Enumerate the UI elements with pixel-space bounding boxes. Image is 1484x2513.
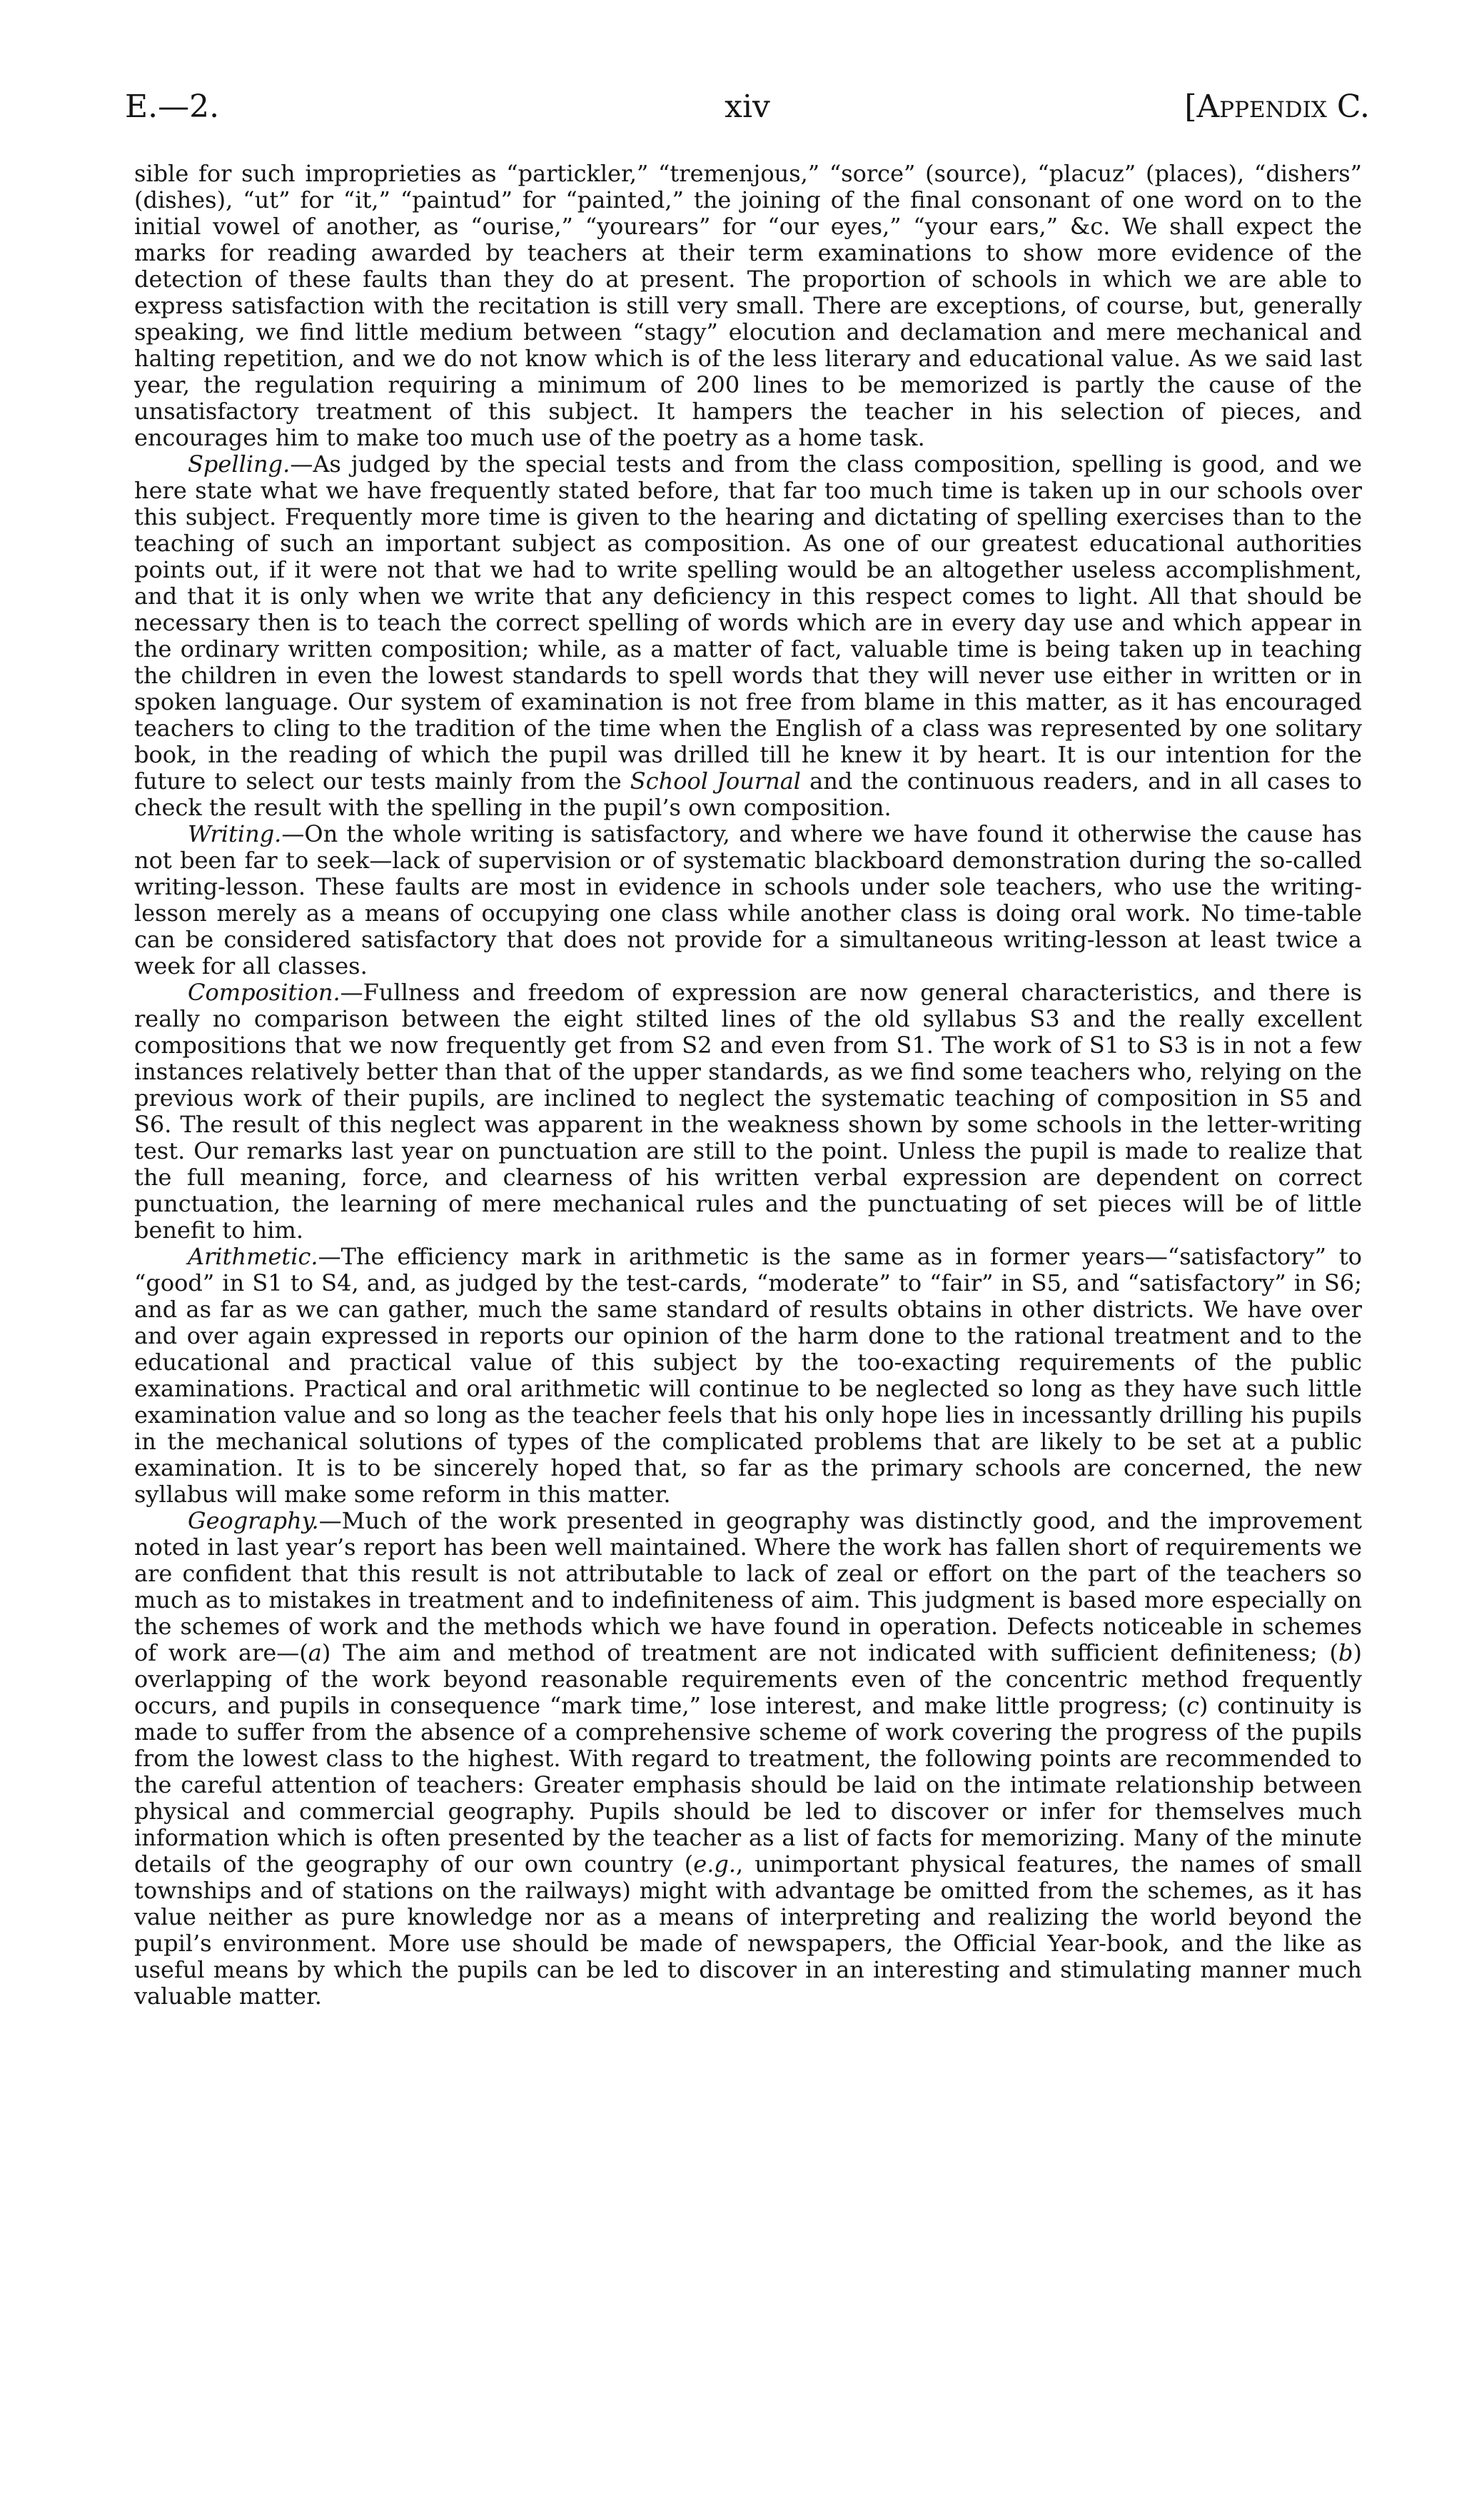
spelling-paragraph — [134, 451, 1362, 821]
arithmetic-text: —The efficiency mark in arithmetic is the same as in former years—“satisfactory” to “good” in S1 to S4, and, as judged by the test-cards, “moderate” to “fair” in S5, and “satisfactory” in S6; and as far as we can gather, much the same standard of results obtains in other districts. We have over and over again expressed in reports our opinion of the harm done to the rational treatment and to the educational and practical value of this subject by the too-exacting requirements of the public examinations. Practical and oral arithmetic will continue to be neglected so long as they have such little examination value and so long as the teacher feels that his only hope lies in incessantly drilling his pupils in the mechanical solutions of types of the complicated problems that are likely to be set at a public examination. It is to be sincerely hoped that, so far as the primary schools are concerned, the new syllabus will make some reform in this matter. — [134, 1243, 1362, 1508]
composition-text: —Fullness and freedom of expression are now general characteristics, and there is really no comparison between the eight stilted lines of the old syllabus S3 and the really excellent compositions that we now frequently get from S2 and even from S1. The work of S1 to S3 is in not a few instances relatively better than that of the upper standards, as we find some teachers who, relying on the previous work of their pupils, are inclined to neglect the systematic teaching of composition in S5 and S6. The result of this neglect was apparent in the weakness shown by some schools in the letter-writing test. Our remarks last year on punctuation are still to the point. Unless the pupil is made to realize that the full meaning, force, and clearness of his written verbal expression are dependent on correct punctuation, the learning of mere mechanical rules and the punctuating of set pieces will be of little benefit to him. — [134, 979, 1362, 1244]
header-appendix: [Appendix C. — [1184, 89, 1370, 125]
spelling-text-end: and the continuous readers, and in all cases to check the result with the spelling in the pupil’s own composition. — [134, 767, 1363, 821]
geography-text-d: ) continuity is made to suffer from the absence of a comprehensive scheme of work covering the progress of the pupils from the lowest class to the highest. With regard to treatment, the following points are recommended to the careful attention of teachers: Greater emphasis should be laid on the intimate relationship between physical and commercial geography. Pupils should be led to discover or infer for themselves much information which is often presented by the teacher as a list of facts for memorizing. Many of the minute details of the geography of our own country ( — [134, 1692, 1362, 1878]
list-mark-c: c — [1186, 1692, 1199, 1719]
arithmetic-heading: Arithmetic. — [188, 1243, 318, 1270]
geography-heading: Geography. — [188, 1507, 319, 1534]
writing-text: —On the whole writing is satisfactory, and where we have found it otherwise the cause has not been far to seek—lack of supervision or of systematic blackboard demonstration during the so-called writing-lesson. These faults are most in evidence in schools under sole teachers, who use the writing-lesson merely as a means of occupying one class while another class is doing oral work. No time-table can be considered satisfactory that does not provide for a simultaneous writing-lesson at least twice a week for all classes. — [134, 820, 1362, 979]
geography-text: —Much of the work presented in geography was distinctly good, and the improvement noted in last year’s report has been well maintained. Where the work has fallen short of requirements we are confident that this result is not attributable to lack of zeal or effort on the part of the teachers so much as to mistakes in treatment and to indefiniteness of aim. This judgment is based more especially on the schemes of work and the methods which we have found in operation. Defects noticeable in schemes of work are—( — [134, 1507, 1362, 1666]
list-mark-b: b — [1338, 1639, 1353, 1666]
list-mark-a: a — [308, 1639, 322, 1666]
page-number: xiv — [725, 89, 770, 125]
eg-abbreviation: e.g. — [693, 1850, 737, 1878]
page-header — [125, 86, 1370, 136]
geography-text-b: ) The aim and method of treatment are not indicated with sufficient definiteness; ( — [321, 1639, 1339, 1666]
geography-text-e: , unimportant physical features, the names of small townships and of stations on the railways) might with advantage be omitted from the schemes, as it has value neither as pure knowledge nor as a means of interpreting and realizing the world beyond the pupil’s environment. More use should be made of newspapers, the Official Year-book, and the like as useful means by which the pupils can be led to discover in an interesting and stimulating manner much valuable matter. — [134, 1850, 1363, 2010]
geography-text-c: ) overlapping of the work beyond reasonable requirements even of the concentric method frequently occurs, and pupils in consequence “mark time,” lose interest, and make little progress; ( — [134, 1639, 1363, 1719]
spelling-text: —As judged by the special tests and from the class composition, spelling is good, and we here state what we have frequently stated before, that far too much time is taken up in our schools over this subject. Frequently more time is given to the hearing and dictating of spelling exercises than to the teaching of such an important subject as composition. As one of our greatest educational authorities points out, if it were not that we had to write spelling would be an altogether useless accomplishment, and that it is only when we write that any deficiency in this respect comes to light. All that should be necessary then is to teach the correct spelling of words which are in every day use and which appear in the ordinary written composition; while, as a matter of fact, valuable time is being taken up in teaching the children in even the lowest standards to spell words that they will never use either in written or in spoken language. Our system of examination is not free from blame in this matter, as it has encouraged teachers to cling to the tradition of the time when the English of a class was represented by one solitary book, in the reading of which the pupil was drilled till he knew it by heart. It is our intention for the future to select our tests mainly from the — [134, 450, 1362, 795]
geography-paragraph — [134, 1508, 1362, 2010]
reading-continuation-paragraph — [134, 161, 1362, 451]
composition-paragraph — [134, 979, 1362, 1244]
school-journal-title: School Journal — [630, 767, 802, 795]
header-reference: E.—2. — [125, 89, 220, 125]
writing-heading: Writing. — [188, 820, 282, 847]
reading-text: sible for such improprieties as “partickler,” “tremenjous,” “sorce” (source), “placuz” (places), “dishers” (dishes), “ut” for “it,” “paintud” for “painted,” the joining of the final consonant of one word on to the initial vowel of another, as “ourise,” “yourears” for “our eyes,” “your ears,” &c. We shall expect the marks for reading awarded by teachers at their term examinations to show more evidence of the detection of these faults than they do at present. The proportion of schools in which we are able to express satisfaction with the recitation is still very small. There are exceptions, of course, but, generally speaking, we find little medium between “stagy” elocution and declamation and mere mechanical and halting repetition, and we do not know which is of the less literary and educational value. As we said last year, the regulation requiring a minimum of 200 lines to be memorized is partly the cause of the unsatisfactory treatment of this subject. It hampers the teacher in his selection of pieces, and encourages him to make too much use of the poetry as a home task. — [134, 160, 1362, 451]
body-text — [134, 161, 1362, 2010]
writing-paragraph — [134, 821, 1362, 979]
arithmetic-paragraph — [134, 1244, 1362, 1508]
composition-heading: Composition. — [188, 979, 340, 1006]
spelling-heading: Spelling. — [188, 450, 291, 478]
